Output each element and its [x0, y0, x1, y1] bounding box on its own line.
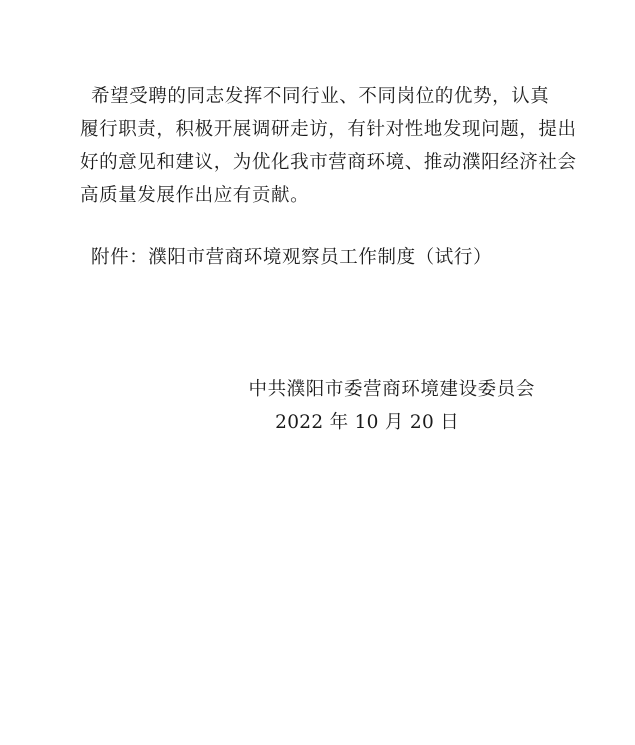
paragraph-line: 履行职责，积极开展调研走访，有针对性地发现问题，提出: [80, 119, 577, 140]
attachment-note: [80, 241, 558, 274]
attachment-text: 附件：濮阳市营商环境观察员工作制度（试行）: [91, 247, 493, 268]
signature-organization: 中共濮阳市委营商环境建设委员会: [248, 379, 535, 400]
signature-date: 2022 年 10 月 20 日: [275, 412, 459, 433]
paragraph-line: 高质量发展作出应有贡献。: [80, 185, 310, 206]
body-paragraph: [80, 80, 577, 212]
paragraph-line: 好的意见和建议，为优化我市营商环境、推动濮阳经济社会: [80, 152, 577, 173]
paragraph-line: 希望受聘的同志发挥不同行业、不同岗位的优势，认真: [91, 86, 550, 107]
